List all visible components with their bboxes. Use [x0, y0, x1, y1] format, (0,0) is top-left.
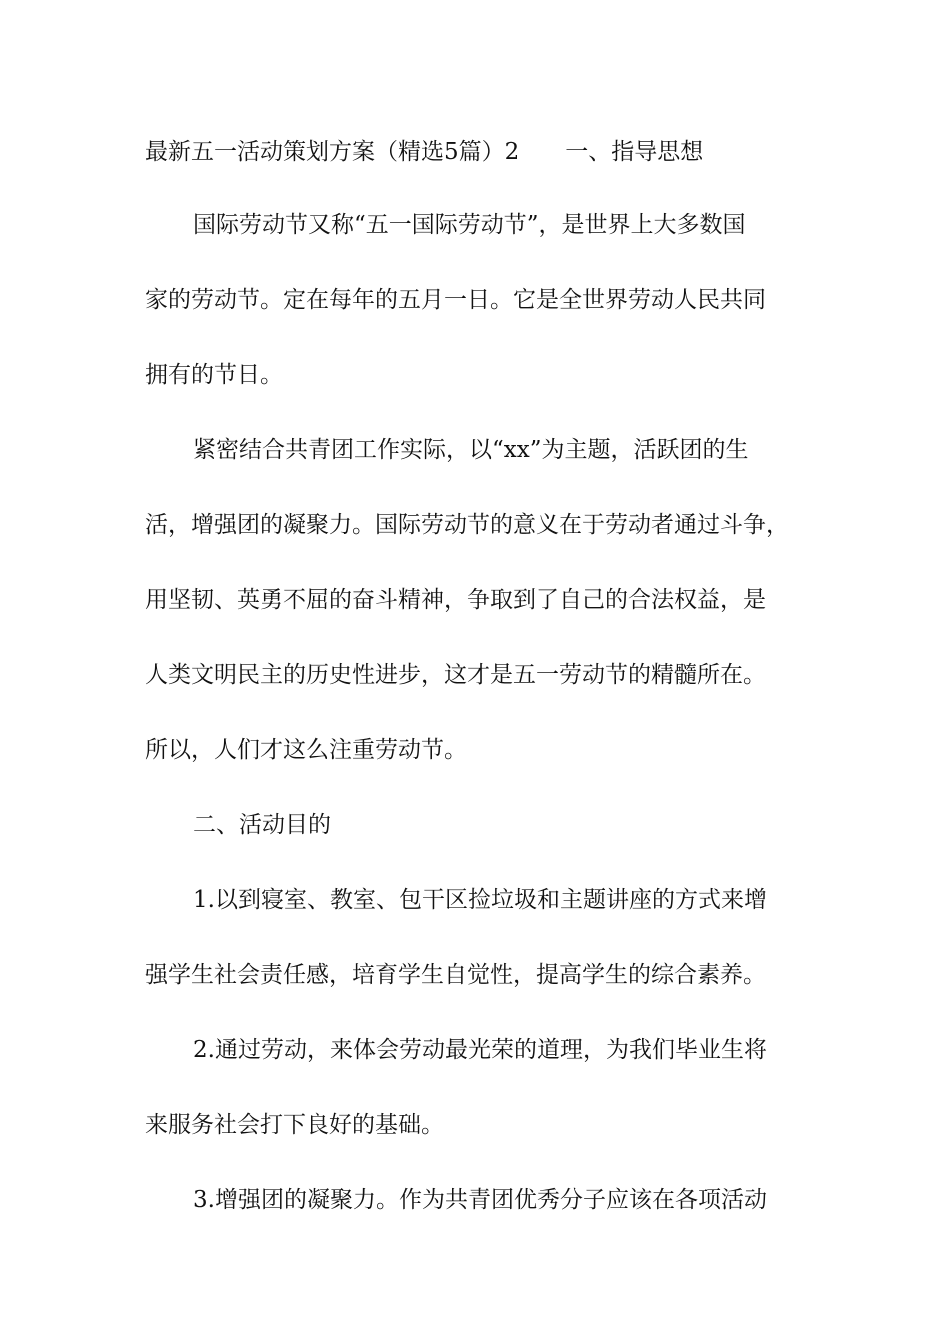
- paragraph-line: 所以，人们才这么注重劳动节。: [145, 737, 467, 763]
- paragraph-line: 拥有的节日。: [145, 362, 283, 388]
- paragraph-line: 活，增强团的凝聚力。国际劳动节的意义在于劳动者通过斗争，: [145, 512, 789, 538]
- paragraph-line: 国际劳动节又称“五一国际劳动节”，是世界上大多数国: [193, 212, 746, 238]
- paragraph-line: 强学生社会责任感，培育学生自觉性，提高学生的综合素养。: [145, 962, 766, 988]
- section-heading: 二、活动目的: [193, 812, 331, 838]
- document-title-line: 最新五一活动策划方案（精选5篇）2 一、指导思想: [145, 139, 704, 165]
- paragraph-line: 1.以到寝室、教室、包干区捡垃圾和主题讲座的方式来增: [193, 887, 767, 913]
- paragraph-line: 来服务社会打下良好的基础。: [145, 1112, 444, 1138]
- paragraph-line: 紧密结合共青团工作实际，以“xx”为主题，活跃团的生: [193, 437, 749, 463]
- paragraph-line: 2.通过劳动，来体会劳动最光荣的道理，为我们毕业生将: [193, 1037, 767, 1063]
- paragraph-line: 家的劳动节。定在每年的五月一日。它是全世界劳动人民共同: [145, 287, 766, 313]
- paragraph-line: 人类文明民主的历史性进步，这才是五一劳动节的精髓所在。: [145, 662, 766, 688]
- paragraph-line: 用坚韧、英勇不屈的奋斗精神，争取到了自己的合法权益，是: [145, 587, 766, 613]
- paragraph-line: 3.增强团的凝聚力。作为共青团优秀分子应该在各项活动: [193, 1187, 767, 1213]
